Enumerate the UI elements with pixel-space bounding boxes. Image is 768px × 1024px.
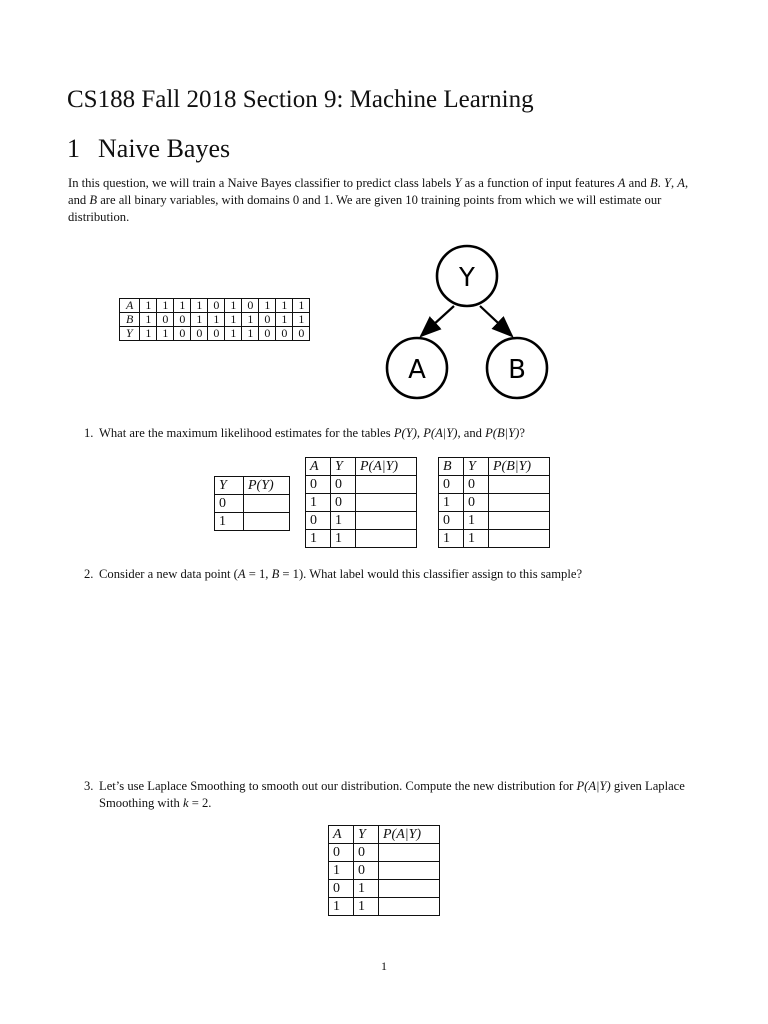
data-row xyxy=(120,327,310,341)
question-number: 3. xyxy=(84,779,94,793)
answer-cell[interactable] xyxy=(489,476,550,494)
math-b: B xyxy=(271,567,280,581)
question-2 xyxy=(84,566,704,583)
data-cell: 0 xyxy=(208,299,225,313)
data-cell: 1 xyxy=(293,299,310,313)
data-cell: 1 xyxy=(140,327,157,341)
table-row xyxy=(329,880,440,898)
answer-cell[interactable] xyxy=(379,862,440,880)
node-y xyxy=(437,246,497,306)
var-a: A xyxy=(677,176,685,190)
table-row xyxy=(329,844,440,862)
question-number: 2. xyxy=(84,567,94,581)
data-cell: 1 xyxy=(276,299,293,313)
answer-cell[interactable] xyxy=(379,880,440,898)
table-cell: 1 xyxy=(331,530,356,548)
math-pay: P(A|Y) xyxy=(423,426,458,440)
intro-text: In this question, we will train a Naive Bayes classifier to predict class labels xyxy=(68,176,455,190)
data-cell: 0 xyxy=(293,327,310,341)
table-cell: 1 xyxy=(329,862,354,880)
answer-cell[interactable] xyxy=(489,512,550,530)
table-cell: 0 xyxy=(439,512,464,530)
data-cell: 1 xyxy=(208,313,225,327)
table-cell: 1 xyxy=(331,512,356,530)
header-a: A xyxy=(329,826,354,844)
data-cell: 1 xyxy=(259,299,276,313)
table-cell: 1 xyxy=(306,530,331,548)
var-a: A xyxy=(617,176,626,190)
text: = 1, xyxy=(245,567,272,581)
edge-y-to-a xyxy=(421,306,454,336)
section-title: Naive Bayes xyxy=(98,134,231,163)
intro-text: as a function of input features xyxy=(461,176,618,190)
pby-table xyxy=(438,457,550,548)
question-3 xyxy=(84,778,704,812)
header-b: B xyxy=(439,458,464,476)
header-y: Y xyxy=(215,477,244,495)
node-a-label: A xyxy=(408,355,426,385)
data-cell: 0 xyxy=(259,327,276,341)
math-k: k xyxy=(182,796,189,810)
table-cell: 1 xyxy=(215,513,244,531)
table-cell: 1 xyxy=(306,494,331,512)
table-cell: 0 xyxy=(215,495,244,513)
data-cell: 1 xyxy=(157,327,174,341)
data-cell: 0 xyxy=(157,313,174,327)
answer-cell[interactable] xyxy=(379,844,440,862)
table-row xyxy=(306,512,417,530)
header-y: Y xyxy=(331,458,356,476)
table-cell: 0 xyxy=(329,880,354,898)
laplace-smoothed-pay-table xyxy=(328,825,440,916)
intro-text: , xyxy=(671,176,678,190)
data-cell: 1 xyxy=(140,299,157,313)
text: What are the maximum likelihood estimates for the tables xyxy=(99,426,394,440)
table-cell: 1 xyxy=(439,530,464,548)
data-cell: 0 xyxy=(174,313,191,327)
naive-bayes-network-diagram xyxy=(384,242,554,402)
header-a: A xyxy=(306,458,331,476)
intro-text: , and xyxy=(68,176,689,207)
data-cell: 1 xyxy=(242,313,259,327)
table-cell: 0 xyxy=(464,494,489,512)
header-pby: P(B|Y) xyxy=(489,458,550,476)
row-label: Y xyxy=(120,327,140,341)
header-pay: P(A|Y) xyxy=(356,458,417,476)
training-data-table xyxy=(119,298,310,341)
math-a: A xyxy=(237,567,246,581)
node-y-label: Y xyxy=(459,263,475,293)
row-label: A xyxy=(120,299,140,313)
data-cell: 0 xyxy=(191,327,208,341)
table-row xyxy=(306,476,417,494)
node-a xyxy=(387,338,447,398)
question-text xyxy=(99,566,704,583)
math-py: P(Y) xyxy=(393,426,417,440)
table-cell: 0 xyxy=(464,476,489,494)
data-cell: 1 xyxy=(276,313,293,327)
data-cell: 1 xyxy=(293,313,310,327)
table-cell: 0 xyxy=(439,476,464,494)
edge-y-to-b xyxy=(480,306,512,336)
answer-cell[interactable] xyxy=(489,530,550,548)
row-label: B xyxy=(120,313,140,327)
question-1 xyxy=(84,425,704,442)
data-row xyxy=(120,313,310,327)
table-cell: 0 xyxy=(331,476,356,494)
table-row xyxy=(306,530,417,548)
data-cell: 1 xyxy=(174,299,191,313)
header-pay: P(A|Y) xyxy=(379,826,440,844)
text: , xyxy=(416,426,424,440)
table-row xyxy=(439,494,550,512)
header-y: Y xyxy=(464,458,489,476)
math-pay: P(A|Y) xyxy=(576,779,611,793)
table-cell: 0 xyxy=(331,494,356,512)
table-row xyxy=(439,530,550,548)
data-cell: 1 xyxy=(191,313,208,327)
answer-cell[interactable] xyxy=(379,898,440,916)
answer-cell[interactable] xyxy=(356,530,417,548)
text: given Laplace Smoothing with xyxy=(99,779,685,810)
var-y: Y xyxy=(454,176,462,190)
answer-cell[interactable] xyxy=(356,476,417,494)
answer-cell[interactable] xyxy=(356,512,417,530)
var-y: Y xyxy=(663,176,671,190)
table-cell: 1 xyxy=(464,530,489,548)
node-b xyxy=(487,338,547,398)
table-cell: 1 xyxy=(439,494,464,512)
data-cell: 1 xyxy=(140,313,157,327)
data-row xyxy=(120,299,310,313)
answer-cell[interactable] xyxy=(244,495,290,513)
py-table xyxy=(214,476,290,531)
var-b: B xyxy=(649,176,658,190)
text: = 1). What label would this classifier assign to this sample? xyxy=(279,567,583,581)
text: ? xyxy=(519,426,525,440)
table-cell: 0 xyxy=(306,512,331,530)
data-cell: 1 xyxy=(225,299,242,313)
table-row xyxy=(439,476,550,494)
document-title: CS188 Fall 2018 Section 9: Machine Learning xyxy=(67,86,534,113)
data-cell: 1 xyxy=(242,327,259,341)
intro-text: and xyxy=(625,176,650,190)
node-b-label: B xyxy=(508,355,526,385)
table-cell: 1 xyxy=(329,898,354,916)
text: Let’s use Laplace Smoothing to smooth out our distribution. Compute the new distribution for xyxy=(99,779,577,793)
page-number: 1 xyxy=(381,959,387,973)
question-number: 1. xyxy=(84,426,94,440)
intro-paragraph xyxy=(68,175,708,226)
data-cell: 1 xyxy=(225,327,242,341)
table-row xyxy=(329,898,440,916)
section-number: 1 xyxy=(67,134,80,163)
table-cell: 0 xyxy=(354,844,379,862)
table-cell: 1 xyxy=(464,512,489,530)
data-cell: 1 xyxy=(191,299,208,313)
table-cell: 0 xyxy=(306,476,331,494)
table-row xyxy=(439,512,550,530)
table-row xyxy=(215,513,290,531)
header-y: Y xyxy=(354,826,379,844)
table-cell: 1 xyxy=(354,898,379,916)
table-cell: 1 xyxy=(354,880,379,898)
header-py: P(Y) xyxy=(244,477,290,495)
text: = 2. xyxy=(188,796,212,810)
section-heading xyxy=(67,134,230,164)
data-cell: 0 xyxy=(259,313,276,327)
answer-cell[interactable] xyxy=(356,494,417,512)
text: , and xyxy=(457,426,486,440)
table-cell: 0 xyxy=(329,844,354,862)
data-cell: 1 xyxy=(225,313,242,327)
answer-cell[interactable] xyxy=(244,513,290,531)
answer-cell[interactable] xyxy=(489,494,550,512)
table-row xyxy=(215,495,290,513)
data-cell: 0 xyxy=(208,327,225,341)
var-b: B xyxy=(89,193,98,207)
data-cell: 0 xyxy=(174,327,191,341)
text: Consider a new data point ( xyxy=(99,567,238,581)
data-cell: 0 xyxy=(242,299,259,313)
data-cell: 0 xyxy=(276,327,293,341)
intro-text: are all binary variables, with domains 0 and 1. We are given 10 training points from which we will estimate our distribution. xyxy=(68,193,662,224)
pay-table xyxy=(305,457,417,548)
math-pby: P(B|Y) xyxy=(485,426,520,440)
table-cell: 0 xyxy=(354,862,379,880)
question-text xyxy=(99,425,704,442)
table-row xyxy=(329,862,440,880)
table-row xyxy=(306,494,417,512)
data-cell: 1 xyxy=(157,299,174,313)
question-text xyxy=(99,778,704,812)
intro-text: . xyxy=(657,176,664,190)
